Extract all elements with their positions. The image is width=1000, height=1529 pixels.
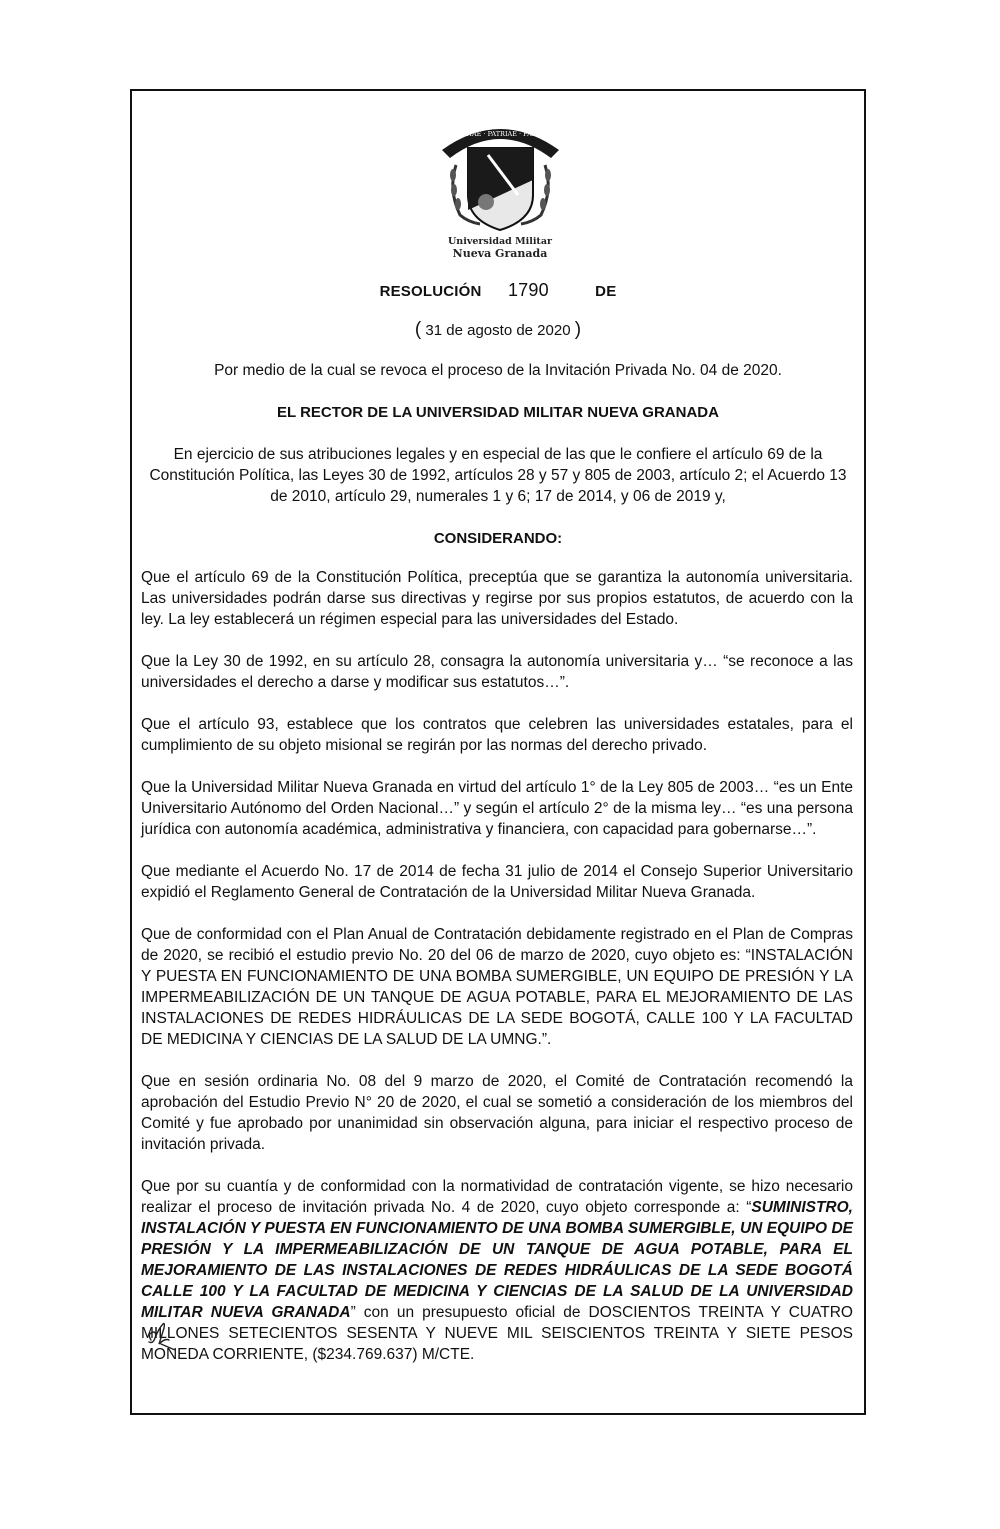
resolution-de: DE	[595, 283, 617, 300]
final-paragraph-budget: ” con un presupuesto oficial de DOSCIENTOS TREINTA Y CUATRO MILLONES SETECIENTOS SESENTA Y NUEVE MIL SEISCIENTOS TREINTA Y SIETE PESOS MONEDA CORRIENTE, ($234.769.637) M/CTE.	[141, 1304, 853, 1363]
consideration-paragraph: Que el artículo 69 de la Constitución Política, preceptúa que se garantiza la autonomía universitaria. Las universidades podrán darse sus directivas y regirse por sus propios estatutos, de acuerdo con la ley. La ley establecerá un régimen especial para las universidades del Estado.	[141, 569, 853, 628]
consideration-paragraph: Que en sesión ordinaria No. 08 del 9 marzo de 2020, el Comité de Contratación recomendó la aprobación del Estudio Previo N° 20 de 2020, el cual se sometió a consideración de los miembros del Comité y fue aprobado por unanimidad sin observación alguna, para iniciar el respectivo proceso de invitación privada.	[141, 1073, 853, 1153]
consideration-paragraph: Que mediante el Acuerdo No. 17 de 2014 de fecha 31 julio de 2014 el Consejo Superior Universitario expidió el Reglamento General de Contratación de la Universidad Militar Nueva Granada.	[141, 863, 853, 901]
resolution-date: 31 de agosto de 2020	[425, 322, 571, 339]
consideration-paragraph: Que de conformidad con el Plan Anual de Contratación debidamente registrado en el Plan de Compras de 2020, se recibió el estudio previo No. 20 del 06 de marzo de 2020, cuyo objeto es: “INSTALACIÓN Y PUESTA EN FUNCIONAMIENTO DE UNA BOMBA SUMERGIBLE, UN EQUIPO DE PRESIÓN Y LA IMPERMEABILIZACIÓN DE UN TANQUE DE AGUA POTABLE, PARA EL MEJORAMIENTO DE LAS INSTALACIONES DE REDES HIDRÁULICAS DE LA SEDE BOGOTÁ, CALLE 100 Y LA FACULTAD DE MEDICINA Y CIENCIAS DE LA SALUD DE LA UMNG.”.	[141, 926, 853, 1048]
rector-heading: EL RECTOR DE LA UNIVERSIDAD MILITAR NUEVA GRANADA	[277, 404, 719, 421]
initials-signature	[145, 1318, 181, 1352]
consideration-paragraph: Que la Ley 30 de 1992, en su artículo 28, consagra la autonomía universitaria y… “se reconoce a las universidades el derecho a darse y modificar sus estatutos…”.	[141, 653, 853, 691]
considerando-heading: CONSIDERANDO:	[433, 530, 563, 547]
considerations-body	[141, 567, 853, 1386]
resolution-number: 1790	[507, 280, 549, 300]
consideration-paragraph: Que el artículo 93, establece que los contratos que celebren las universidades estatales, para el cumplimiento de su objeto misional se regirán por las normas del derecho privado.	[141, 716, 853, 754]
consideration-paragraph-final	[141, 1176, 853, 1365]
logo-motto: SCIENTIAE · PATRIAE · FAMILIAE	[442, 130, 558, 138]
resolution-subject: Por medio de la cual se revoca el proceso de la Invitación Privada No. 04 de 2020.	[214, 362, 782, 379]
resolution-heading	[140, 280, 856, 301]
logo-name-line1: Universidad Militar	[448, 236, 552, 247]
university-crest-logo	[438, 110, 563, 260]
contract-object-emphasis: SUMINISTRO, INSTALACIÓN Y PUESTA EN FUNCIONAMIENTO DE UNA BOMBA SUMERGIBLE, UN EQUIPO DE PRESIÓN Y LA IMPERMEABILIZACIÓN DE UN TANQUE DE AGUA POTABLE, PARA EL MEJORAMIENTO DE LAS INSTALACIONES DE REDES HIDRÁULICAS DE LA SEDE BOGOTÁ CALLE 100 Y LA FACULTAD DE MEDICINA Y CIENCIAS DE LA SALUD DE LA UNIVERSIDAD MILITAR NUEVA GRANADA	[141, 1199, 853, 1321]
preamble: En ejercicio de sus atribuciones legales y en especial de las que le confiere el artículo 69 de la Constitución Política, las Leyes 30 de 1992, artículos 28 y 57 y 805 de 2003, artículo 2; el Acuerdo 13 de 2010, artículo 29, numerales 1 y 6; 17 de 2014, y 06 de 2019 y,	[149, 446, 847, 505]
resolution-label: RESOLUCIÓN	[379, 283, 482, 300]
consideration-paragraph: Que la Universidad Militar Nueva Granada en virtud del artículo 1° de la Ley 805 de 2003… “es un Ente Universitario Autónomo del Orden Nacional…” y según el artículo 2° de la misma ley… “es una persona jurídica con autonomía académica, administrativa y financiera, con capacidad para gobernarse…”.	[141, 779, 853, 838]
logo-name-line2: Nueva Granada	[452, 247, 548, 260]
resolution-date-line: ( 31 de agosto de 2020 )	[414, 319, 582, 340]
final-paragraph-intro: Que por su cuantía y de conformidad con la normatividad de contratación vigente, se hizo necesario realizar el proceso de invitación privada No. 4 de 2020, cuyo objeto corresponde a: “	[141, 1178, 853, 1216]
